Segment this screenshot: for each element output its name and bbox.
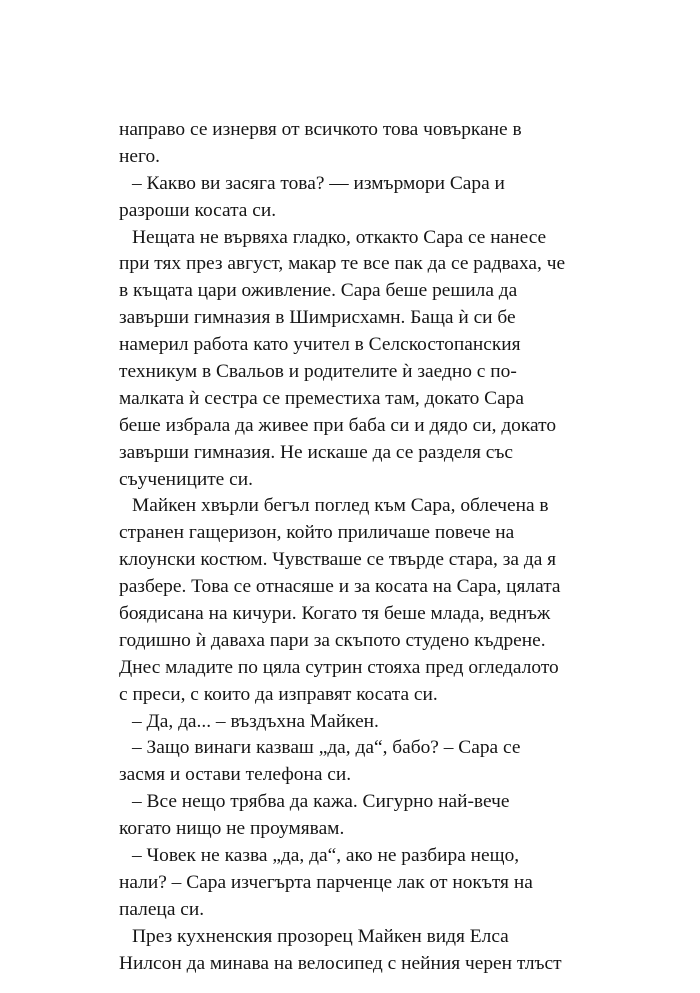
text-line: него. xyxy=(119,145,160,167)
text-line: Днес младите по цяла сутрин стояха пред огледалото xyxy=(119,656,559,678)
text-line: намерил работа като учител в Селскостопанския xyxy=(119,334,521,356)
text-line: палеца си. xyxy=(119,898,205,920)
text-line: Майкен хвърли бегъл поглед към Сара, облечена в xyxy=(132,495,549,517)
text-line: съучениците си. xyxy=(119,468,253,490)
text-line: Нилсон да минава на велосипед с нейния черен тлъст xyxy=(119,952,562,974)
text-line: – Все нещо трябва да кажа. Сигурно най-вече xyxy=(132,791,510,813)
text-line: странен гащеризон, който приличаше повече на xyxy=(119,522,515,544)
text-line: – Човек не казва „да, да“, ако не разбира нещо, xyxy=(132,845,520,867)
text-line: годишно ѝ даваха пари за скъпото студено къдрене. xyxy=(119,629,546,651)
text-line: – Какво ви засяга това? — измърмори Сара и xyxy=(132,172,505,194)
text-line: беше избрала да живее при баба си и дядо си, докато xyxy=(119,414,557,436)
text-line: разбере. Това се отнасяше и за косата на Сара, цялата xyxy=(119,576,561,598)
text-line: когато нищо не проумявам. xyxy=(119,818,345,840)
text-line: Нещата не вървяха гладко, откакто Сара се нанесе xyxy=(132,226,547,248)
text-line: направо се изнервя от всичкото това човъркане в xyxy=(119,119,522,140)
text-line: с преси, с които да изправят косата си. xyxy=(119,683,438,705)
text-line: при тях през август, макар те все пак да се радваха, че xyxy=(119,253,566,275)
body-text xyxy=(119,117,589,978)
text-line: в къщата цари оживление. Сара беше решила да xyxy=(119,280,518,302)
text-line: През кухненския прозорец Майкен видя Елса xyxy=(132,925,509,947)
text-line: – Да, да... – въздъхна Майкен. xyxy=(132,710,379,732)
text-line: техникум в Свальов и родителите ѝ заедно с по- xyxy=(119,361,517,383)
text-line: завърши гимназия. Не искаше да се разделя със xyxy=(119,441,513,463)
text-line: малката ѝ сестра се преместиха там, докато Сара xyxy=(119,387,524,409)
text-line: нали? – Сара изчегъртa парченце лак от нокътя на xyxy=(119,871,533,893)
text-line: – Защо винаги казваш „да, да“, бабо? – Сара се xyxy=(132,737,521,759)
text-line: завърши гимназия в Шимрисхамн. Баща ѝ си бе xyxy=(119,307,516,329)
text-line: клоунски костюм. Чувстваше се твърде стара, за да я xyxy=(119,549,557,571)
text-line: боядисана на кичури. Когато тя беше млада, веднъж xyxy=(119,603,551,625)
text-line: засмя и остави телефона си. xyxy=(119,764,352,786)
text-line: разроши косата си. xyxy=(119,199,277,221)
